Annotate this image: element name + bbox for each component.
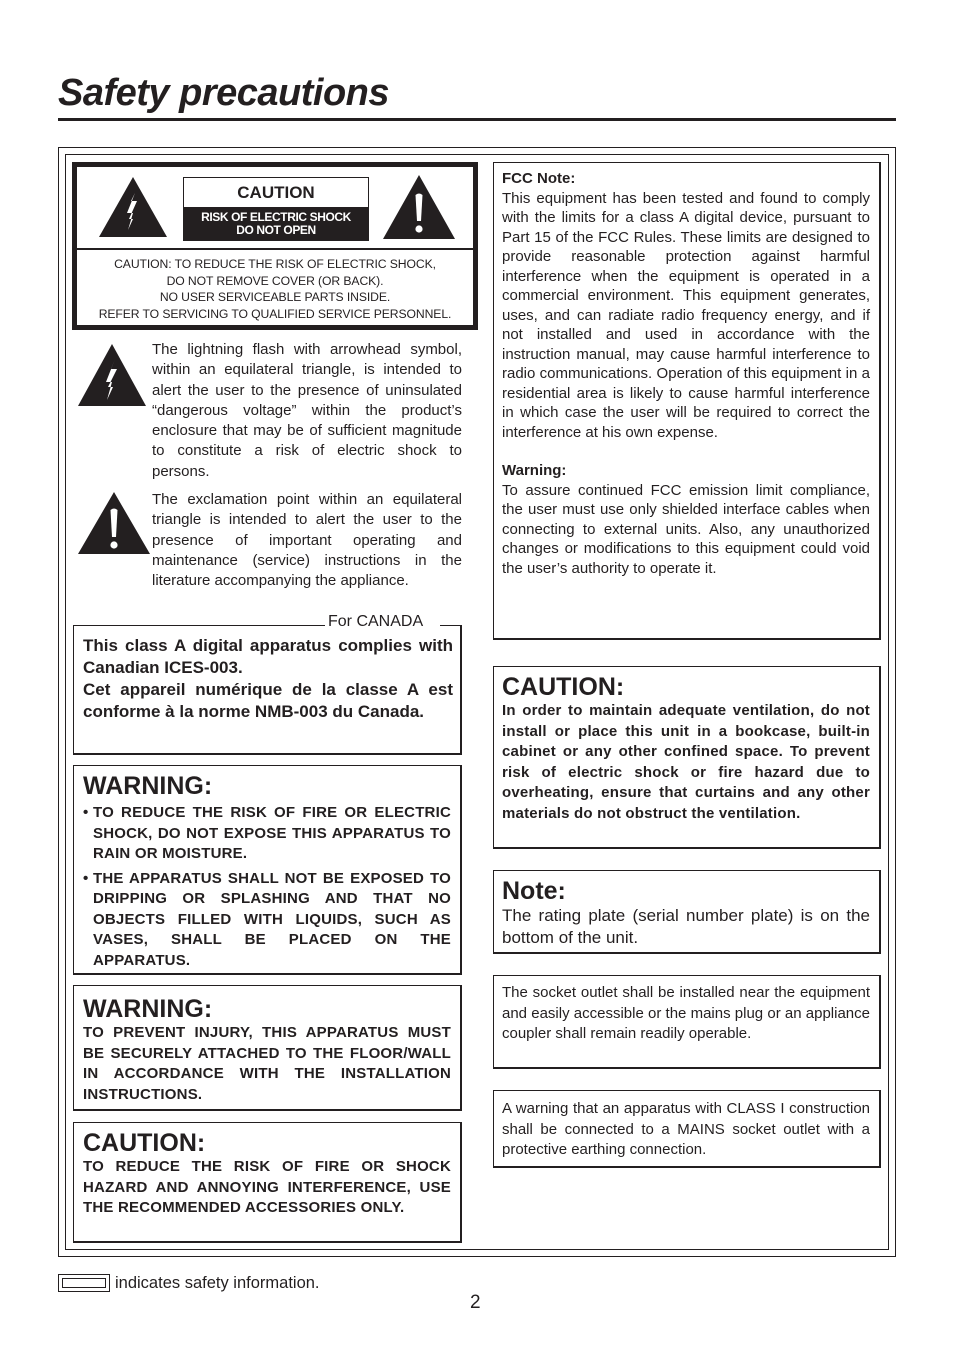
warning-fire-shock-box (73, 765, 462, 975)
exclamation-triangle-icon (381, 173, 457, 246)
note-heading: Note: (502, 877, 566, 905)
safety-frame-inner (62, 1278, 106, 1288)
label-shock-line1: RISK OF ELECTRIC SHOCK (201, 210, 351, 224)
warning-bullets (83, 803, 451, 971)
label-header-box (183, 177, 369, 241)
class-one-box (493, 1090, 881, 1168)
lightning-triangle-icon (97, 175, 169, 244)
bullet-icon: • (83, 804, 89, 821)
caution-accessories-box (73, 1122, 462, 1243)
canada-french: Cet appareil numérique de la classe A est conforme à la norme NMB-003 du Canada. (83, 680, 453, 721)
fcc-body: This equipment has been tested and found to comply with the limits for a class A digital device, pursuant to Part 15 of the FCC Rules. These limits are designed to provide reasonable protection against harmful interference when the equipment is operated in a commercial environment. This equipment generates, uses, and can radiate radio frequency energy, and if not installed and used in accordance with the instruction manual, may cause harmful interference to radio communications. Operation of this equipment in a residential area is likely to cause harmful interference in which case the user will be required to correct the interference at his own expense. (502, 189, 870, 441)
fcc-warning-body: To assure continued FCC emission limit compliance, the user must use only shielded interface cables when connecting to external units. Also, any unauthorized changes or modifications to this equipment could void the user’s authority to operate it. (502, 481, 870, 577)
page-number: 2 (470, 1292, 481, 1313)
fcc-heading: FCC Note: (502, 170, 576, 187)
caution-heading: CAUTION: (83, 1129, 206, 1157)
warning-heading: WARNING: (83, 772, 213, 800)
label-shock-line2: DO NOT OPEN (236, 223, 316, 237)
caution-body: TO REDUCE THE RISK OF FIRE OR SHOCK HAZARD AND ANNOYING INTERFERENCE, USE THE RECOMMENDED ACCESSORIES ONLY. (83, 1158, 451, 1216)
label-line: CAUTION: TO REDUCE THE RISK OF ELECTRIC SHOCK, (114, 257, 436, 271)
label-caution-text (77, 256, 473, 322)
caution-label (72, 162, 478, 330)
label-line: REFER TO SERVICING TO QUALIFIED SERVICE PERSONNEL. (98, 306, 452, 321)
warning-bullet (83, 803, 451, 865)
caution-heading: CAUTION: (502, 673, 625, 701)
warning-heading: WARNING: (83, 995, 213, 1023)
fcc-warning-heading: Warning: (502, 462, 567, 479)
socket-body: The socket outlet shall be installed near the equipment and easily accessible or the mains plug or an appliance coupler shall remain readily operable. (502, 984, 870, 1042)
warning-body: TO PREVENT INJURY, THIS APPARATUS MUST BE SECURELY ATTACHED TO THE FLOOR/WALL IN ACCORDANCE WITH THE INSTALLATION INSTRUCTIONS. (83, 1024, 451, 1103)
warning-injury-box (73, 985, 462, 1111)
title-rule (58, 118, 896, 121)
canada-english: This class A digital apparatus complies with Canadian ICES-003. (83, 636, 453, 677)
canada-compliance-text (83, 635, 453, 723)
label-line: DO NOT REMOVE COVER (OR BACK). (166, 273, 384, 288)
note-body: The rating plate (serial number plate) is on the bottom of the unit. (502, 906, 870, 947)
bullet-icon: • (83, 869, 89, 887)
safety-frame-icon (58, 1274, 110, 1292)
socket-outlet-box (493, 975, 881, 1069)
label-line: NO USER SERVICEABLE PARTS INSIDE. (159, 290, 391, 305)
label-caution-word: CAUTION (237, 183, 315, 202)
label-divider (77, 248, 473, 250)
lightning-symbol-explanation: The lightning flash with arrowhead symbol, within an equilateral triangle, is intended to alert the user to the presence of uninsulated “dangerous voltage” within the product’s enclosure that may be of sufficient magnitude to constitute a risk of electric shock to persons. (152, 341, 462, 480)
legend-text: indicates safety information. (115, 1274, 320, 1292)
caution-body: In order to maintain adequate ventilation, do not install or place this unit in a bookcase, built-in cabinet or any other confined space. To prevent risk of electric shock or fire hazard due to overheating, ensure that curtains and any other materials do not obstruct the ventilation. (502, 702, 870, 822)
warning-bullet (83, 869, 451, 972)
warning-bullet-text: TO REDUCE THE RISK OF FIRE OR ELECTRIC SHOCK, DO NOT EXPOSE THIS APPARATUS TO RAIN OR MOISTURE. (93, 804, 451, 862)
note-box (493, 870, 881, 954)
exclamation-triangle-icon (76, 490, 152, 561)
page-title: Safety precautions (58, 72, 389, 114)
caution-ventilation-box (493, 666, 881, 849)
label-shock-banner (184, 207, 368, 241)
canada-compliance-box (73, 625, 462, 755)
warning-bullet-text: THE APPARATUS SHALL NOT BE EXPOSED TO DRIPPING OR SPLASHING AND THAT NO OBJECTS FILLED WITH LIQUIDS, SUCH AS VASES, SHALL BE PLACED ON THE APPARATUS. (93, 869, 451, 969)
fcc-note-box (493, 162, 881, 640)
exclamation-symbol-explanation: The exclamation point within an equilateral triangle is intended to alert the user to the presence of important operating and maintenance (service) instructions in the literature accompanying the appliance. (152, 491, 462, 590)
canada-caption: For CANADA (328, 613, 424, 630)
mains-body: A warning that an apparatus with CLASS I construction shall be connected to a MAINS socket outlet with a protective earthing connection. (502, 1100, 870, 1158)
lightning-triangle-icon (76, 342, 148, 413)
